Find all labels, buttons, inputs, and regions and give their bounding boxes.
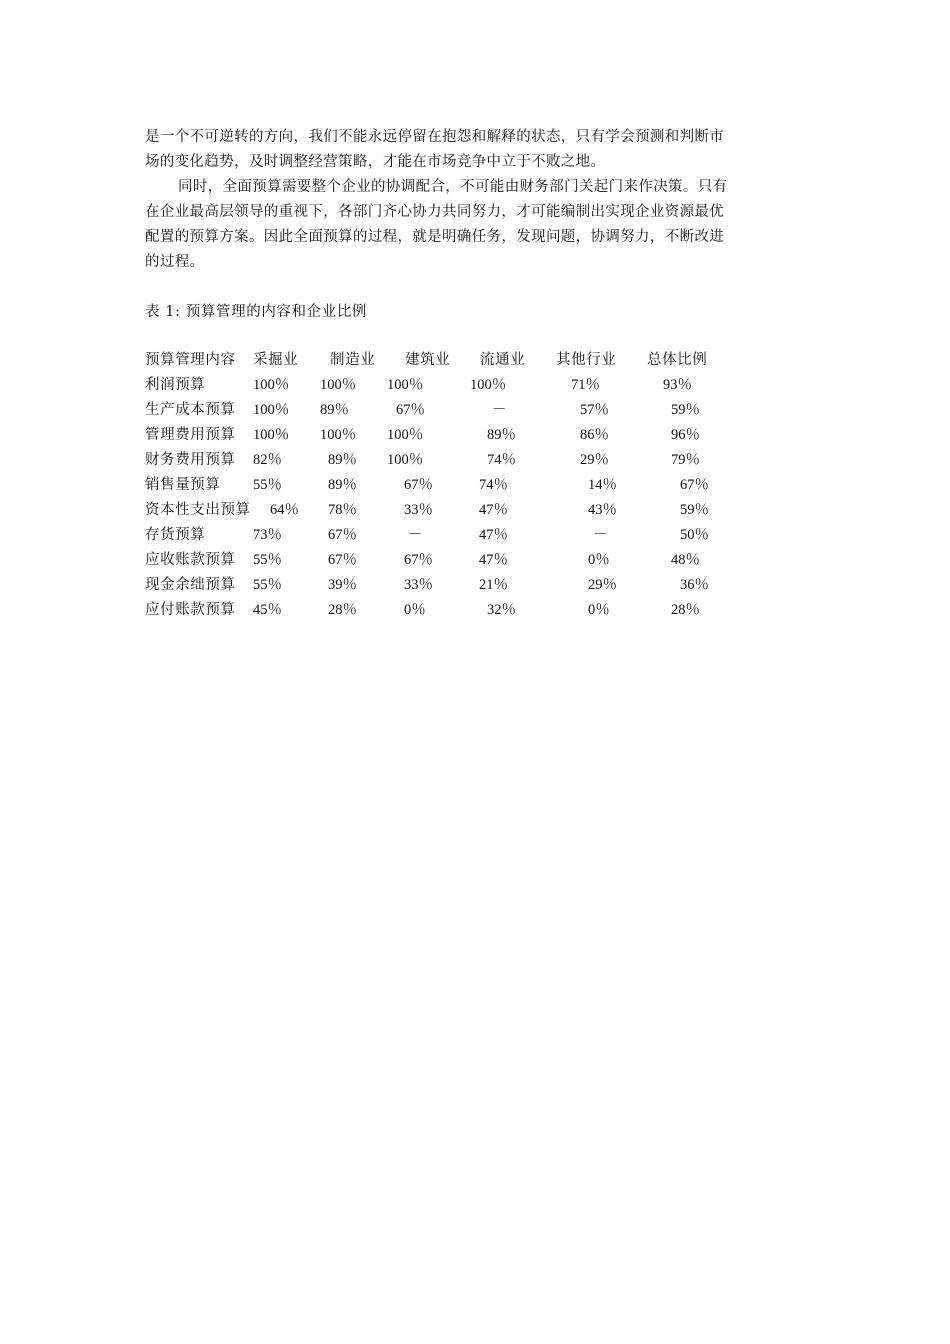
budget-item-name: 存货预算 xyxy=(145,527,206,543)
manufacturing-value: 89％ xyxy=(320,402,349,418)
distribution-value: 89％ xyxy=(487,427,516,443)
distribution-value: 74％ xyxy=(487,452,516,468)
overall-ratio-value: 59％ xyxy=(671,402,700,418)
construction-value: 33％ xyxy=(404,502,433,518)
header-budget-content: 预算管理内容 xyxy=(145,352,236,368)
construction-value: 33％ xyxy=(404,577,433,593)
manufacturing-value: 100％ xyxy=(320,427,357,443)
other-industries-value: 86％ xyxy=(580,427,609,443)
other-industries-value: 0％ xyxy=(588,602,610,618)
body-text-line: 同时，全面预算需要整个企业的协调配合，不可能由财务部门关起门来作决策。只有 xyxy=(178,179,728,195)
distribution-value: 74％ xyxy=(479,477,508,493)
body-text-line: 是一个不可逆转的方向，我们不能永远停留在抱怨和解释的状态，只有学会预测和判断市 xyxy=(145,129,725,145)
manufacturing-value: 100％ xyxy=(320,377,357,393)
other-industries-value: － xyxy=(593,527,608,543)
mining-value: 100％ xyxy=(253,377,290,393)
construction-value: － xyxy=(408,527,423,543)
construction-value: 0％ xyxy=(404,602,426,618)
budget-item-name: 资本性支出预算 xyxy=(145,502,251,518)
budget-item-name: 财务费用预算 xyxy=(145,452,236,468)
header-manufacturing: 制造业 xyxy=(330,352,376,368)
overall-ratio-value: 28％ xyxy=(671,602,700,618)
header-construction: 建筑业 xyxy=(405,352,451,368)
mining-value: 64％ xyxy=(270,502,299,518)
overall-ratio-value: 48％ xyxy=(671,552,700,568)
mining-value: 55％ xyxy=(253,477,282,493)
overall-ratio-value: 96％ xyxy=(671,427,700,443)
mining-value: 82％ xyxy=(253,452,282,468)
manufacturing-value: 39％ xyxy=(328,577,357,593)
manufacturing-value: 89％ xyxy=(328,452,357,468)
distribution-value: 100％ xyxy=(470,377,507,393)
construction-value: 67％ xyxy=(404,477,433,493)
other-industries-value: 29％ xyxy=(588,577,617,593)
manufacturing-value: 67％ xyxy=(328,552,357,568)
overall-ratio-value: 93％ xyxy=(663,377,692,393)
budget-item-name: 销售量预算 xyxy=(145,477,221,493)
other-industries-value: 71％ xyxy=(571,377,600,393)
body-text-line: 的过程。 xyxy=(145,254,205,270)
header-overall-ratio: 总体比例 xyxy=(647,352,708,368)
budget-item-name: 利润预算 xyxy=(145,377,206,393)
mining-value: 55％ xyxy=(253,552,282,568)
construction-value: 67％ xyxy=(396,402,425,418)
manufacturing-value: 89％ xyxy=(328,477,357,493)
distribution-value: 32％ xyxy=(487,602,516,618)
construction-value: 100％ xyxy=(387,452,424,468)
manufacturing-value: 78％ xyxy=(328,502,357,518)
manufacturing-value: 67％ xyxy=(328,527,357,543)
table-caption: 表 1: 预算管理的内容和企业比例 xyxy=(145,304,368,320)
construction-value: 100％ xyxy=(387,377,424,393)
budget-item-name: 生产成本预算 xyxy=(145,402,236,418)
body-text-line: 配置的预算方案。因此全面预算的过程，就是明确任务，发现问题，协调努力，不断改进 xyxy=(145,229,725,245)
construction-value: 100％ xyxy=(387,427,424,443)
other-industries-value: 0％ xyxy=(588,552,610,568)
mining-value: 100％ xyxy=(253,427,290,443)
budget-item-name: 管理费用预算 xyxy=(145,427,236,443)
body-text-line: 场的变化趋势，及时调整经营策略，才能在市场竞争中立于不败之地。 xyxy=(145,154,606,170)
header-mining: 采掘业 xyxy=(253,352,299,368)
overall-ratio-value: 59％ xyxy=(680,502,709,518)
budget-item-name: 应付账款预算 xyxy=(145,602,236,618)
distribution-value: － xyxy=(492,402,507,418)
mining-value: 73％ xyxy=(253,527,282,543)
overall-ratio-value: 67％ xyxy=(680,477,709,493)
header-other-industries: 其他行业 xyxy=(556,352,617,368)
distribution-value: 47％ xyxy=(479,502,508,518)
other-industries-value: 29％ xyxy=(580,452,609,468)
construction-value: 67％ xyxy=(404,552,433,568)
budget-item-name: 现金余绌预算 xyxy=(145,577,236,593)
mining-value: 55％ xyxy=(253,577,282,593)
overall-ratio-value: 50％ xyxy=(680,527,709,543)
mining-value: 100％ xyxy=(253,402,290,418)
distribution-value: 47％ xyxy=(479,552,508,568)
overall-ratio-value: 36％ xyxy=(680,577,709,593)
distribution-value: 21％ xyxy=(479,577,508,593)
budget-item-name: 应收账款预算 xyxy=(145,552,236,568)
distribution-value: 47％ xyxy=(479,527,508,543)
other-industries-value: 14％ xyxy=(588,477,617,493)
other-industries-value: 57％ xyxy=(580,402,609,418)
manufacturing-value: 28％ xyxy=(328,602,357,618)
mining-value: 45％ xyxy=(253,602,282,618)
overall-ratio-value: 79％ xyxy=(671,452,700,468)
header-distribution: 流通业 xyxy=(480,352,526,368)
body-text-line: 在企业最高层领导的重视下，各部门齐心协力共同努力，才可能编制出实现企业资源最优 xyxy=(145,204,725,220)
other-industries-value: 43％ xyxy=(588,502,617,518)
